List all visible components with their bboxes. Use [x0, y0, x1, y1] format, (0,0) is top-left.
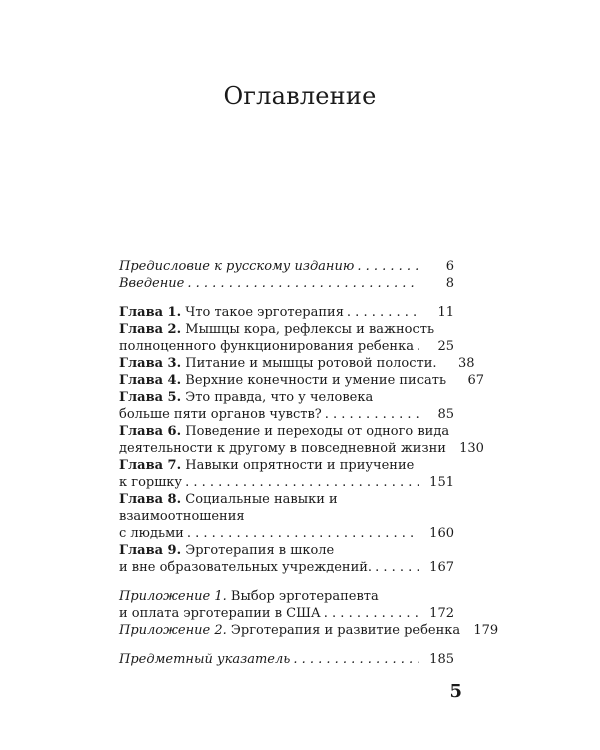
chapter-title-cont: к горшку	[119, 475, 183, 490]
toc-entry-chapter-6[interactable]	[119, 423, 484, 457]
chapter-number: Глава 3.	[119, 356, 182, 371]
table-of-contents	[119, 258, 499, 668]
chapter-title: Эрготерапия в школе	[185, 543, 335, 558]
appendix-title: Эрготерапия и развитие ребенка	[230, 623, 461, 638]
chapter-number: Глава 7.	[119, 458, 182, 473]
leader-dots	[417, 338, 419, 355]
chapter-number: Глава 5.	[119, 390, 182, 405]
leader-dots	[325, 406, 419, 423]
chapter-title-cont: деятельности к другому в повседневной жизни	[119, 441, 446, 456]
toc-entry-chapter-7[interactable]	[119, 457, 454, 491]
chapter-title: Социальные навыки и взаимоотношения	[119, 492, 338, 524]
leader-dots	[324, 605, 419, 622]
chapter-title: Питание и мышцы ротовой полости.	[185, 356, 437, 371]
toc-entry-appendix-1[interactable]	[119, 588, 454, 622]
toc-page-number: 167	[429, 560, 454, 575]
chapter-number: Глава 2.	[119, 322, 182, 337]
leader-dots	[293, 651, 419, 668]
chapter-title-cont: и вне образовательных учреждений.	[119, 560, 373, 575]
chapter-number: Глава 8.	[119, 492, 182, 507]
toc-page-number: 25	[437, 339, 454, 354]
toc-page-number: 85	[437, 407, 454, 422]
chapter-number: Глава 6.	[119, 424, 182, 439]
toc-page-number: 38	[457, 356, 475, 371]
chapter-title-cont: полноценного функционирования ребенка	[119, 339, 414, 354]
appendix-title-cont: и оплата эрготерапии в США	[119, 606, 321, 621]
page-number: 5	[449, 681, 462, 702]
toc-entry-preface[interactable]	[119, 258, 454, 275]
toc-page-number: 67	[467, 373, 485, 388]
chapter-number: Глава 1.	[119, 305, 182, 320]
appendix-title: Выбор эрготерапевта	[230, 589, 379, 604]
leader-dots	[187, 275, 419, 292]
toc-entry-label: Предисловие к русскому изданию	[119, 259, 355, 274]
toc-page-number: 6	[445, 259, 454, 274]
chapter-number: Глава 9.	[119, 543, 182, 558]
toc-entry-intro[interactable]	[119, 275, 454, 292]
toc-page-number: 130	[459, 441, 484, 456]
chapter-title: Навыки опрятности и приучение	[185, 458, 415, 473]
leader-dots	[375, 559, 419, 576]
appendix-label: Приложение 1.	[119, 589, 227, 604]
appendix-label: Приложение 2.	[119, 623, 227, 638]
toc-entry-index[interactable]	[119, 651, 454, 668]
chapter-title-cont: больше пяти органов чувств?	[119, 407, 322, 422]
toc-entry-chapter-3[interactable]	[119, 355, 475, 372]
toc-entry-chapter-1[interactable]	[119, 304, 454, 321]
chapter-title-cont: с людьми	[119, 526, 184, 541]
toc-page-number: 160	[429, 526, 454, 541]
toc-page-number: 179	[473, 623, 499, 638]
leader-dots	[185, 474, 419, 491]
chapter-number: Глава 4.	[119, 373, 182, 388]
toc-entry-chapter-8[interactable]	[119, 491, 454, 542]
chapter-title: Поведение и переходы от одного вида	[185, 424, 450, 439]
toc-page-number: 151	[429, 475, 454, 490]
toc-entry-chapter-9[interactable]	[119, 542, 454, 576]
toc-page-number: 11	[437, 305, 454, 320]
toc-entry-label: Введение	[119, 276, 185, 291]
toc-entry-label: Предметный указатель	[119, 652, 291, 667]
chapter-title: Верхние конечности и умение писать	[185, 373, 447, 388]
toc-entry-chapter-4[interactable]	[119, 372, 485, 389]
chapter-title: Мышцы кора, рефлексы и важность	[185, 322, 435, 337]
toc-page-number: 185	[429, 652, 454, 667]
toc-entry-chapter-5[interactable]	[119, 389, 454, 423]
page-title: Оглавление	[223, 82, 377, 110]
leader-dots	[187, 525, 419, 542]
chapter-title: Что такое эрготерапия	[185, 305, 344, 320]
toc-entry-appendix-2[interactable]	[119, 622, 499, 639]
toc-page-number: 172	[429, 606, 454, 621]
leader-dots	[357, 258, 419, 275]
toc-entry-chapter-2[interactable]	[119, 321, 454, 355]
toc-page-number: 8	[445, 276, 454, 291]
chapter-title: Это правда, что у человека	[185, 390, 374, 405]
leader-dots	[347, 304, 419, 321]
